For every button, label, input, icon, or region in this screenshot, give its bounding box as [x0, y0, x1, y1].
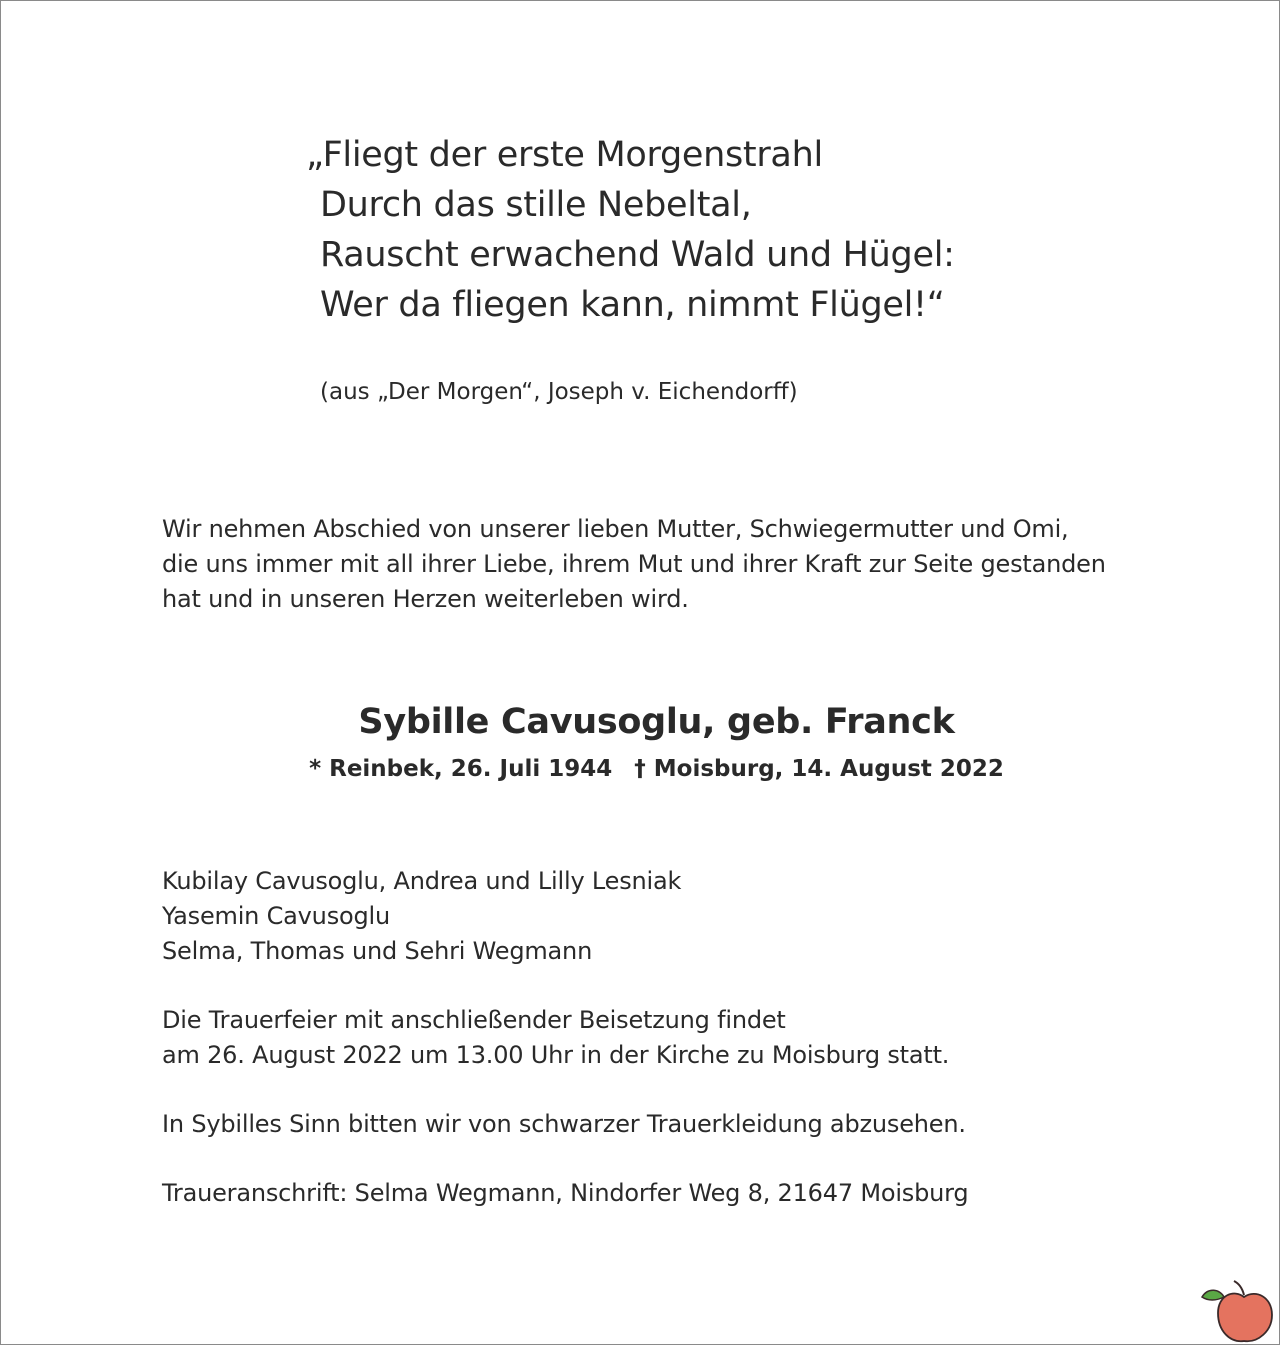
- mourning-address-text: Traueranschrift: Selma Wegmann, Nindorfer Weg 8, 21647 Moisburg: [162, 1179, 969, 1207]
- family-member: Kubilay Cavusoglu, Andrea und Lilly Lesniak: [162, 867, 682, 895]
- apple-icon: [1198, 1277, 1278, 1343]
- family-list: [162, 864, 681, 969]
- ceremony-line: Die Trauerfeier mit anschließender Beisetzung findet: [162, 1006, 786, 1034]
- intro-line: die uns immer mit all ihrer Liebe, ihrem Mut und ihrer Kraft zur Seite gestanden: [162, 550, 1106, 578]
- poem-line: Durch das stille Nebeltal,: [320, 185, 752, 225]
- poem-source: (aus „Der Morgen“, Joseph v. Eichendorff): [320, 379, 798, 405]
- deceased-dates: [0, 753, 1280, 785]
- intro-text: [162, 512, 1106, 617]
- dress-request: [162, 1107, 966, 1142]
- death-date: † Moisburg, 14. August 2022: [634, 756, 1004, 782]
- apple-body: [1218, 1294, 1272, 1342]
- intro-line: hat und in unseren Herzen weiterleben wird.: [162, 585, 689, 613]
- poem: [306, 130, 955, 330]
- poem-line: „Fliegt der erste Morgenstrahl: [306, 135, 823, 175]
- ceremony-info: [162, 1003, 949, 1073]
- ceremony-line: am 26. August 2022 um 13.00 Uhr in der Kirche zu Moisburg statt.: [162, 1041, 950, 1069]
- apple-leaf: [1202, 1290, 1224, 1300]
- dress-request-text: In Sybilles Sinn bitten wir von schwarzer Trauerkleidung abzusehen.: [162, 1110, 966, 1138]
- poem-line: Wer da fliegen kann, nimmt Flügel!“: [320, 285, 945, 325]
- poem-line: Rauscht erwachend Wald und Hügel:: [320, 235, 955, 275]
- family-member: Selma, Thomas und Sehri Wegmann: [162, 937, 593, 965]
- intro-line: Wir nehmen Abschied von unserer lieben Mutter, Schwiegermutter und Omi,: [162, 515, 1069, 543]
- mourning-address: [162, 1176, 968, 1211]
- family-member: Yasemin Cavusoglu: [162, 902, 390, 930]
- birth-date: * Reinbek, 26. Juli 1944: [309, 756, 613, 782]
- deceased-name: Sybille Cavusoglu, geb. Franck: [358, 702, 955, 742]
